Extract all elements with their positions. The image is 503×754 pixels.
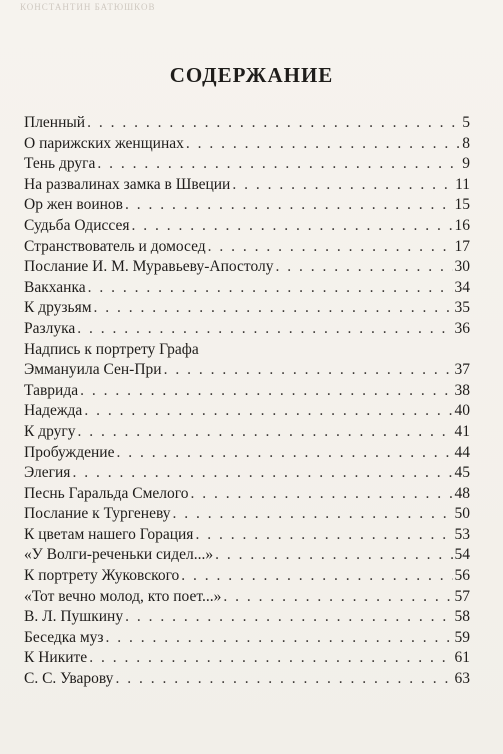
toc-entry-title: Странствователь и домосед [24, 237, 206, 255]
toc-entry [24, 422, 470, 443]
toc-entry [24, 195, 470, 216]
toc-leader-dots [181, 566, 452, 587]
toc-entry [24, 298, 470, 319]
toc-leader-dots [164, 360, 453, 381]
toc-entry-title: Эммануила Сен-При [24, 361, 162, 379]
toc-leader-dots [78, 422, 453, 443]
toc-leader-dots [77, 319, 452, 340]
toc-entry-page: 45 [454, 464, 470, 482]
toc-entry-page: 16 [454, 216, 470, 234]
toc-entry-page: 44 [454, 443, 470, 461]
toc-entry-title: Судьба Одиссея [24, 216, 130, 234]
toc-entry-title: «Тот вечно молод, кто поет...» [24, 587, 222, 605]
toc-leader-dots [97, 154, 460, 175]
toc-entry [24, 381, 470, 402]
toc-entry-title: К портрету Жуковского [24, 567, 180, 585]
toc-leader-dots [208, 237, 453, 258]
toc-entry [24, 257, 470, 278]
toc-entry [24, 216, 470, 237]
toc-entry [24, 463, 470, 484]
toc-entry-page: 38 [454, 381, 470, 399]
toc-leader-dots [232, 175, 453, 196]
page-title: СОДЕРЖАНИЕ [169, 63, 334, 87]
toc-entry-page: 11 [455, 175, 470, 193]
toc-entry-page: 53 [454, 525, 470, 543]
toc-entry [24, 587, 470, 608]
toc-leader-dots [87, 113, 460, 134]
toc-entry [24, 175, 470, 196]
toc-entry-page: 35 [454, 299, 470, 317]
toc-entry-page: 17 [454, 237, 470, 255]
toc-entry-page: 5 [462, 114, 470, 131]
toc-leader-dots [80, 381, 452, 402]
toc-entry-page: 54 [454, 546, 470, 564]
toc-entry-page: 58 [454, 608, 470, 626]
running-head: КОНСТАНТИН БАТЮШКОВ [20, 2, 156, 12]
toc-entry-title: Пробуждение [24, 443, 115, 461]
toc-entry-page: 15 [454, 196, 470, 214]
toc-entry-title: Вакханка [24, 278, 86, 296]
toc-entry-page: 30 [454, 258, 470, 276]
toc-entry-page: 9 [462, 155, 470, 173]
toc-leader-dots [276, 257, 453, 278]
toc-entry [24, 134, 470, 155]
toc-entry [24, 545, 470, 566]
toc-leader-dots [106, 628, 453, 649]
toc-entry-title: Надежда [24, 402, 83, 420]
toc-leader-dots [223, 587, 452, 608]
toc-leader-dots [125, 195, 453, 216]
toc-entry [24, 360, 470, 381]
toc-entry-title: Песнь Гаральда Смелого [24, 484, 189, 502]
toc-entry-page: 8 [462, 134, 470, 152]
toc-entry-page: 63 [454, 670, 470, 688]
toc-entry [24, 278, 470, 299]
toc-entry [24, 648, 470, 669]
toc-entry-title: Послание к Тургеневу [24, 505, 171, 523]
toc-entry-title: «У Волги-реченьки сидел...» [24, 546, 214, 564]
toc-entry-page: 57 [454, 587, 470, 605]
toc-entry-title: Ор жен воинов [24, 196, 123, 214]
toc-leader-dots [72, 463, 452, 484]
toc-entry-title: Тень друга [24, 155, 96, 173]
toc-entry-title: В. Л. Пушкину [24, 608, 124, 626]
toc-leader-dots [84, 401, 452, 422]
toc-leader-dots [88, 278, 453, 299]
toc-entry-page: 56 [454, 567, 470, 585]
toc-entry-title: К цветам нашего Горация [24, 525, 194, 543]
toc-entry-title: С. С. Уварову [24, 670, 114, 688]
toc-leader-dots [186, 134, 460, 155]
toc-entry-page: 61 [454, 649, 470, 667]
toc-entry-title: Элегия [24, 464, 71, 482]
toc-leader-dots [131, 216, 452, 237]
toc-entry-page: 41 [454, 422, 470, 440]
toc-entry-title: Беседка муз [24, 628, 104, 646]
toc-entry-title-line1: Надпись к портрету Графа [24, 340, 199, 358]
toc-entry-page: 34 [454, 278, 470, 296]
toc-leader-dots [89, 648, 452, 669]
toc-leader-dots [115, 669, 452, 690]
toc-entry-title: О парижских женщинах [24, 134, 184, 152]
toc-entry-title: К друзьям [24, 299, 92, 317]
toc-entry-page: 36 [454, 319, 470, 337]
toc-entry-title: Послание И. М. Муравьеву-Апостолу [24, 258, 274, 276]
toc-entry [24, 113, 470, 134]
toc-entry-page: 50 [454, 505, 470, 523]
toc-entry [24, 319, 470, 340]
toc-entry [24, 669, 470, 690]
toc-entry [24, 154, 470, 175]
toc-entry-page: 37 [454, 361, 470, 379]
table-of-contents [24, 113, 470, 690]
toc-entry-page: 59 [454, 628, 470, 646]
toc-entry-page: 48 [454, 484, 470, 502]
toc-leader-dots [215, 545, 452, 566]
toc-entry [24, 566, 470, 587]
toc-entry-page: 40 [454, 402, 470, 420]
toc-entry-title: Таврида [24, 381, 79, 399]
toc-entry-title: Разлука [24, 319, 76, 337]
toc-entry [24, 237, 470, 258]
toc-entry [24, 401, 470, 422]
toc-leader-dots [116, 443, 452, 464]
toc-leader-dots [173, 504, 453, 525]
toc-entry [24, 525, 470, 546]
toc-entry [24, 484, 470, 505]
toc-entry [24, 443, 470, 464]
toc-entry [24, 504, 470, 525]
toc-entry [24, 607, 470, 628]
toc-entry [24, 628, 470, 649]
toc-leader-dots [195, 525, 452, 546]
toc-entry-title: Пленный [24, 114, 86, 131]
toc-entry-title: На развалинах замка в Швеции [24, 175, 231, 193]
toc-leader-dots [190, 484, 452, 505]
toc-entry-title: К Никите [24, 649, 88, 667]
toc-leader-dots [125, 607, 452, 628]
toc-entry-title: К другу [24, 422, 76, 440]
toc-leader-dots [94, 298, 453, 319]
